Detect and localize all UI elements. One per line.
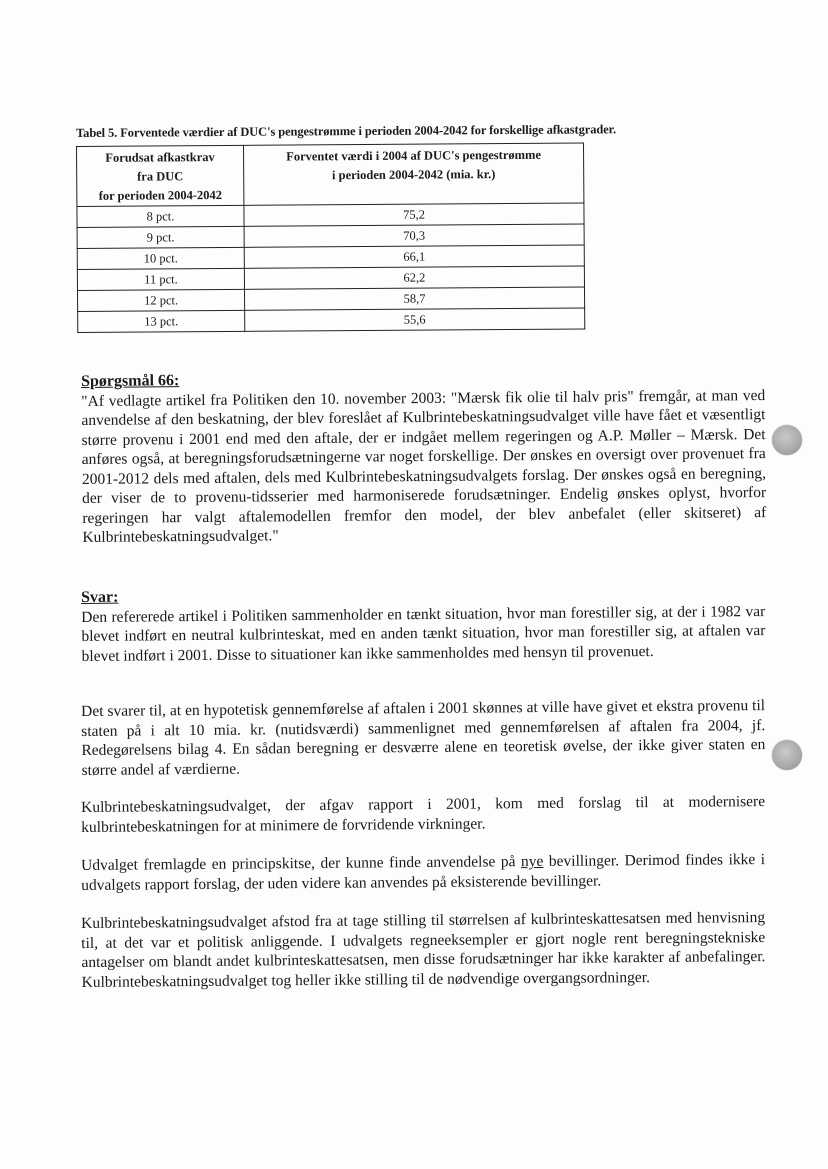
header-required-return — [77, 145, 244, 206]
answer-heading: Svar: — [81, 588, 119, 606]
header-line: i perioden 2004-2042 (mia. kr.) — [331, 167, 496, 183]
p4-text-end: bevillinger. Derimod findes ikke i udvalgets rapport forslag, der uden videre kan anvendes på eksisterende bevillinger. — [81, 851, 766, 894]
header-line: Forudsat afkastkrav — [105, 150, 215, 165]
answer-paragraph-2: Det svarer til, at en hypotetisk gennemførelse af aftalen i 2001 skønnes at ville have givet et ekstra provenu til staten på i alt 10 mia. kr. (nutidsværdi) sammenlignet med gennemførelsen af aftalen fra 2004, jf. Redegørelsens bilag 4. En sådan beregning er desværre alene en teoretisk øvelse, der ikke giver staten en større andel af værdierne. — [81, 697, 766, 779]
cell-rate: 8 pct. — [77, 205, 244, 227]
answer-section — [81, 582, 766, 666]
header-line: fra DUC — [137, 169, 184, 184]
cell-rate: 10 pct. — [77, 247, 244, 269]
cell-value: 70,3 — [244, 224, 584, 247]
cell-rate: 13 pct. — [78, 310, 245, 332]
value-table — [76, 142, 585, 333]
table-caption: Tabel 5. Forventede værdier af DUC's pengestrømme i perioden 2004-2042 for forskellige afkastgrader. — [76, 122, 617, 140]
punch-hole-mark — [772, 740, 802, 770]
header-line: for perioden 2004-2042 — [98, 187, 223, 203]
answer-paragraph-1: Den refererede artikel i Politiken sammenholder en tænkt situation, hvor man forestiller sig, at der i 1982 var blevet indført en neutral kulbrinteskat, med en anden tænkt situation, hvor man forestiller sig, at aftalen var blevet indført i 2001. Disse to situationer kan ikke sammenholdes med hensyn til provenuet. — [81, 602, 766, 665]
answer-paragraph-3: Kulbrintebeskatningsudvalget, der afgav rapport i 2001, kom med forslag til at modernisere kulbrintebeskatningen for at minimere de forvridende virkninger. — [81, 793, 766, 836]
cell-rate: 11 pct. — [77, 268, 244, 290]
p4-underlined-word: nye — [520, 852, 544, 871]
cell-rate: 12 pct. — [78, 289, 245, 311]
question-heading: Spørgsmål 66: — [81, 372, 180, 390]
header-expected-value — [243, 143, 583, 205]
cell-rate: 9 pct. — [77, 226, 244, 248]
cell-value: 75,2 — [244, 203, 584, 226]
header-line: Forventet værdi i 2004 af DUC's pengestrømme — [286, 147, 542, 164]
cell-value: 58,7 — [245, 287, 585, 310]
table-row — [78, 308, 585, 333]
answer-paragraph-5: Kulbrintebeskatningsudvalget afstod fra at tage stilling til størrelsen af kulbrinteskattesatsen med henvisning til, at det var et politisk anliggende. I udvalgets regneeksempler er gjort nogle rent beregningstekniske antagelser om blandt andet kulbrinteskattesatsen, men disse forudsætninger har ikke karakter af anbefalinger. Kulbrintebeskatningsudvalget tog heller ikke stilling til de nødvendige overgangsordninger. — [81, 909, 766, 991]
cell-value: 66,1 — [244, 245, 584, 268]
cell-value: 55,6 — [245, 308, 585, 331]
punch-hole-mark — [772, 425, 802, 455]
question-text: "Af vedlagte artikel fra Politiken den 10. november 2003: "Mærsk fik olie til halv pris" fremgår, at man ved anvendelse af den beskatning, der blev foreslået af Kulbrintebeskatningsudvalget ville have fået et væsentligt større provenu i 2001 end med den aftale, der er indgået mellem regeringen og A.P. Møller – Mærsk. Det anføres også, at beregningsforudsætningerne var noget forskellige. Der ønskes en oversigt over provenuet fra 2001-2012 dels med aftalen, dels med Kulbrintebeskatningsudvalgets forslag. Der ønskes også en beregning, der viser de to provenu-tidsserier med harmoniserede forudsætninger. Endelig ønskes oplyst, hvorfor regeringen har valgt aftalemodellen fremfor den model, der blev anbefalet (eller skitseret) af Kulbrintebeskatningsudvalget." — [81, 386, 767, 546]
answer-paragraph-4 — [81, 850, 765, 895]
cell-value: 62,2 — [244, 266, 584, 289]
table-header-row — [77, 143, 584, 207]
question-section — [81, 366, 767, 547]
p4-text-start: Udvalget fremlagde en principskitse, der kunne finde anvendelse på — [81, 853, 522, 874]
